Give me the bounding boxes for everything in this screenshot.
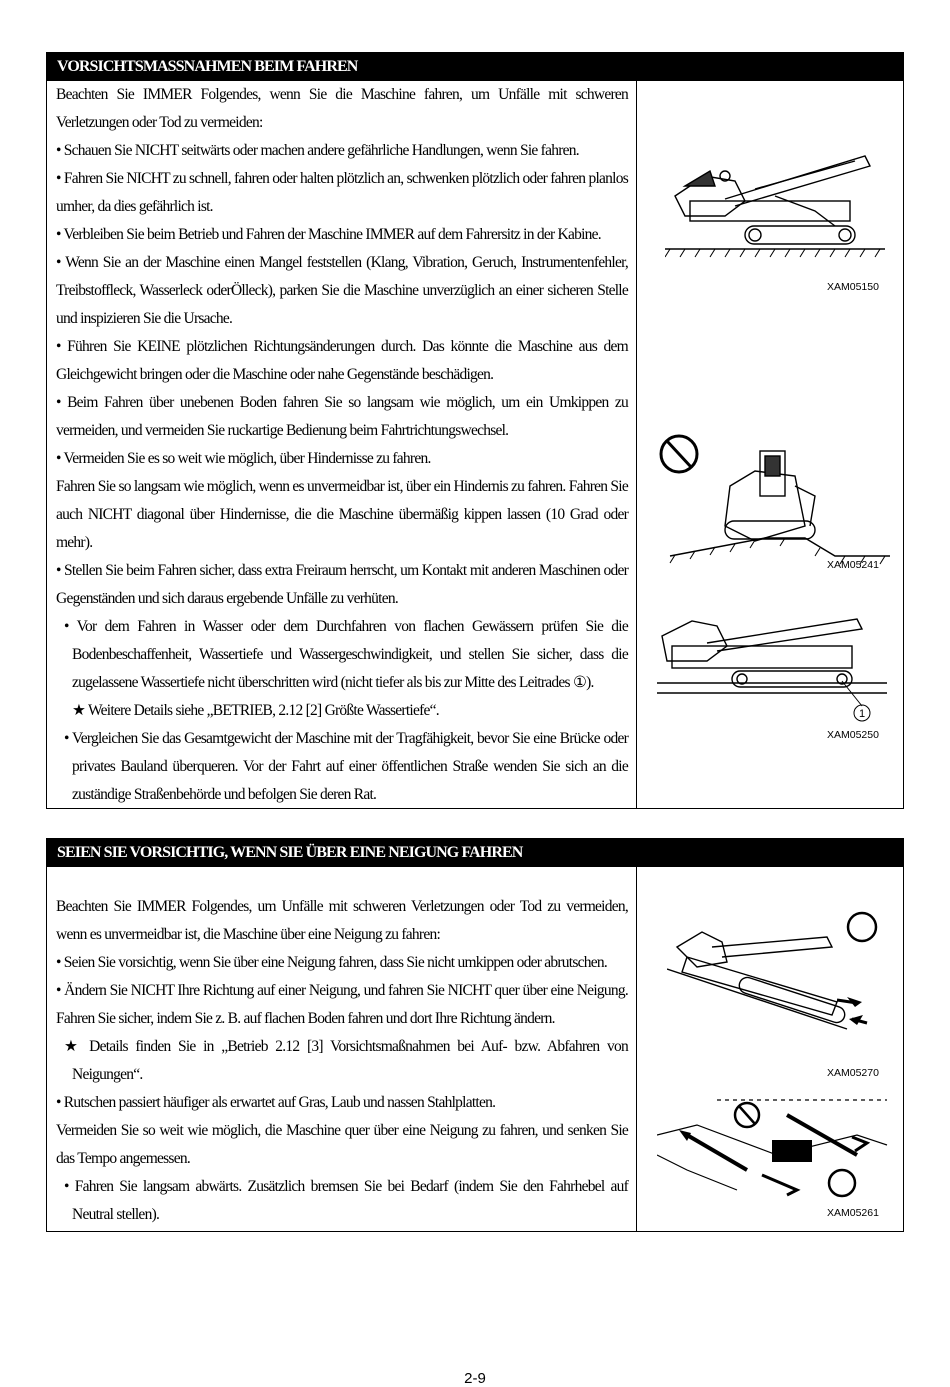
note: ★ Details finden Sie in „Betrieb 2.12 [3] Vorsichtsmaßnahmen bei Auf- bzw. Abfahren von Neigungen“.	[64, 1038, 628, 1083]
paragraph: • Ändern Sie NICHT Ihre Richtung auf einer Neigung, und fahren Sie NICHT quer über eine Neigung. Fahren Sie sicher, indem Sie z. B. auf flachen Boden fahren und dort Ihre Richtung ändern.	[56, 982, 628, 1027]
section-travel-precautions	[46, 52, 904, 809]
section-text	[47, 867, 637, 1231]
figure-code: XAM05261	[827, 1207, 879, 1219]
paragraph: • Fahren Sie langsam abwärts. Zusätzlich bremsen Sie bei Bedarf (indem Sie den Fahrhebel auf Neutral stellen).	[64, 1178, 628, 1223]
paragraph: • Wenn Sie an der Maschine einen Mangel feststellen (Klang, Vibration, Geruch, Instrumentenfehler, Treibstoffleck, Wasserleck oderÖlleck), parken Sie die Maschine unverzüglich an einer sicheren Stelle und inspizieren Sie die Ursache.	[56, 254, 628, 327]
section-title: VORSICHTSMASSNAHMEN BEIM FAHREN	[47, 53, 903, 81]
paragraph: • Rutschen passiert häufiger als erwartet auf Gras, Laub und nassen Stahlplatten.	[56, 1094, 496, 1111]
crane-travel-illustration	[665, 141, 885, 271]
figure-code: XAM05250	[827, 729, 879, 741]
figure-code: XAM05150	[827, 281, 879, 293]
paragraph: • Fahren Sie NICHT zu schnell, fahren oder halten plötzlich an, schwenken plötzlich oder fahren planlos umher, da dies gefährlich ist.	[56, 170, 628, 215]
note: ★ Weitere Details siehe „BETRIEB, 2.12 [2] Größte Wassertiefe“.	[72, 702, 439, 719]
slope-crossing-prohibited-illustration	[657, 1095, 892, 1205]
paragraph: • Vor dem Fahren in Wasser oder dem Durchfahren von flachen Gewässern prüfen Sie die Bodenbeschaffenheit, Wassertiefe und Wassergeschwindigkeit, und stellen Sie sicher, dass die zugelassene Wassertiefe nicht überschritten wird (nicht tiefer als bis zur Mitte des Leitrades ①).	[64, 618, 628, 691]
paragraph: • Stellen Sie beim Fahren sicher, dass extra Freiraum herrscht, um Kontakt mit anderen Maschinen oder Gegenständen und sich daraus ergebende Unfälle zu verhüten.	[56, 562, 628, 607]
paragraph: • Vergleichen Sie das Gesamtgewicht der Maschine mit der Tragfähigkeit, bevor Sie eine Brücke oder privates Bauland überqueren. Vor der Fahrt auf einer öffentlichen Straße wenden Sie sich an die zuständige Straßenbehörde und befolgen Sie deren Rat.	[64, 730, 628, 803]
paragraph: Vermeiden Sie so weit wie möglich, die Maschine quer über eine Neigung zu fahren, und senken Sie das Tempo angemessen.	[56, 1122, 628, 1167]
figure-column	[637, 867, 903, 1231]
callout-label: 1	[858, 708, 866, 720]
section-slope-caution	[46, 838, 904, 1232]
paragraph: • Führen Sie KEINE plötzlichen Richtungsänderungen durch. Das könnte die Maschine aus dem Gleichgewicht bringen oder die Maschine oder nahe Gegenstände beschädigen.	[56, 338, 628, 383]
paragraph: Fahren Sie so langsam wie möglich, wenn es unvermeidbar ist, über ein Hindernis zu fahren. Fahren Sie auch NICHT diagonal über Hindernisse, die die Maschine übermäßig kippen lassen (10 Grad oder mehr).	[56, 478, 628, 551]
paragraph: • Beim Fahren über unebenen Boden fahren Sie so langsam wie möglich, um ein Umkippen zu vermeiden, und vermeiden Sie ruckartige Bedienung beim Fahrtrichtungswechsel.	[56, 394, 628, 439]
figure-column	[637, 81, 903, 808]
paragraph: • Verbleiben Sie beim Betrieb und Fahren der Maschine IMMER auf dem Fahrersitz in der Kabine.	[56, 226, 601, 243]
page-number: 2-9	[464, 1370, 486, 1387]
slope-travel-illustration	[667, 907, 897, 1047]
paragraph: Beachten Sie IMMER Folgendes, wenn Sie die Maschine fahren, um Unfälle mit schweren Verletzungen oder Tod zu vermeiden:	[56, 86, 628, 131]
section-text	[47, 81, 637, 808]
obstacle-prohibited-illustration	[655, 426, 895, 566]
paragraph: • Vermeiden Sie es so weit wie möglich, über Hindernisse zu fahren.	[56, 450, 431, 467]
paragraph: Beachten Sie IMMER Folgendes, um Unfälle mit schweren Verletzungen oder Tod zu vermeiden, wenn es unvermeidbar ist, die Maschine über eine Neigung zu fahren:	[56, 898, 628, 943]
section-title: SEIEN SIE VORSICHTIG, WENN SIE ÜBER EINE NEIGUNG FAHREN	[47, 839, 903, 867]
figure-code: XAM05270	[827, 1067, 879, 1079]
paragraph: • Schauen Sie NICHT seitwärts oder machen andere gefährliche Handlungen, wenn Sie fahren.	[56, 142, 579, 159]
water-depth-illustration	[657, 611, 887, 731]
paragraph: • Seien Sie vorsichtig, wenn Sie über eine Neigung fahren, dass Sie nicht umkippen oder abrutschen.	[56, 954, 608, 971]
figure-code: XAM05241	[827, 559, 879, 571]
